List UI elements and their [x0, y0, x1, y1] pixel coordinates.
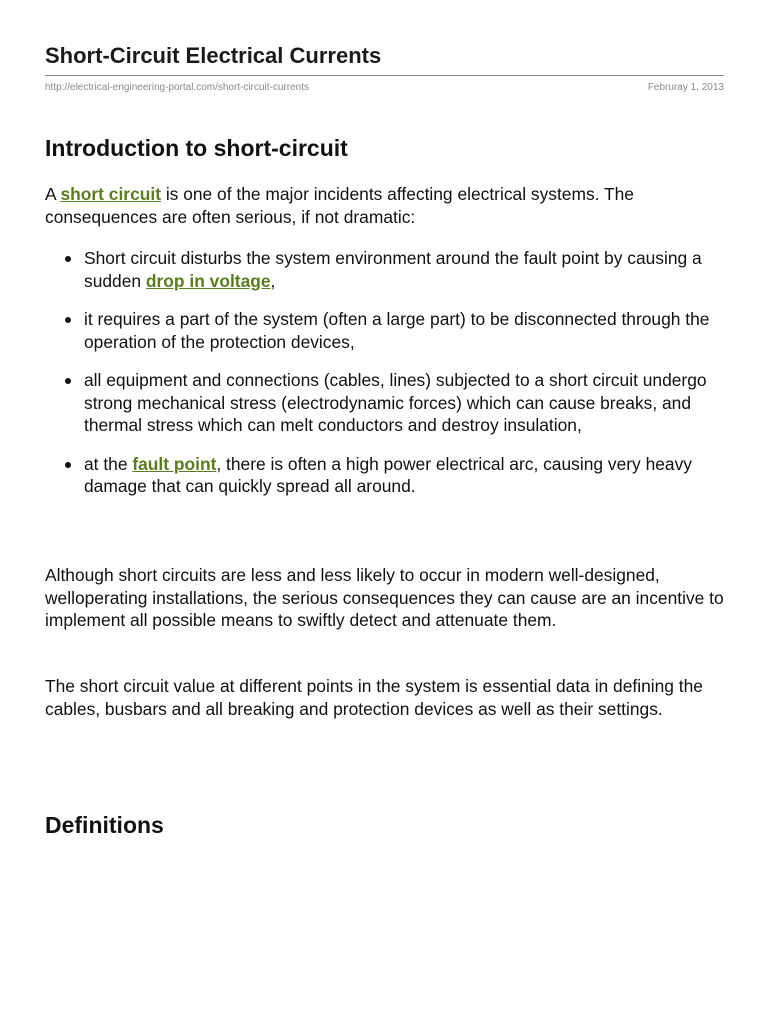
list-item — [45, 308, 724, 353]
detection-paragraph: Although short circuits are less and less likely to occur in modern well-designed, welloperating installations, the serious consequences they can cause are an incentive to implement all possible means to swiftly detect and attenuate them. — [45, 565, 724, 630]
bullet-icon — [65, 256, 71, 262]
list-item-text-before: Short circuit disturbs the system environment around the fault point by causing a sudden — [84, 248, 702, 291]
short-circuit-link[interactable]: short circuit — [60, 184, 161, 204]
bullet-icon — [65, 317, 71, 323]
short-circuit-value-paragraph: The short circuit value at different points in the system is essential data in defining the cables, busbars and all breaking and protection devices as well as their settings. — [45, 676, 703, 719]
bullet-icon — [65, 378, 71, 384]
definitions-heading: Definitions — [45, 812, 164, 838]
list-item-text: it requires a part of the system (often a large part) to be disconnected through the operation of the protection devices, — [84, 309, 710, 352]
consequences-list — [45, 247, 724, 514]
intro-text-after: is one of the major incidents affecting electrical systems. The consequences are often serious, if not dramatic: — [45, 184, 634, 227]
intro-text-before: A — [45, 184, 61, 204]
list-item — [45, 369, 724, 437]
list-item-text: all equipment and connections (cables, lines) subjected to a short circuit undergo strong mechanical stress (electrodynamic forces) which can cause breaks, and thermal stress which can melt conductors and destroy insulation, — [84, 370, 707, 435]
list-item-text-before: at the — [84, 453, 133, 474]
list-item-text-after: , — [270, 270, 276, 291]
source-url: http://electrical-engineering-portal.com/short-circuit-currents — [45, 82, 309, 93]
publish-date: Februray 1, 2013 — [647, 82, 724, 93]
list-item — [45, 247, 724, 292]
list-item — [45, 453, 724, 498]
intro-paragraph — [45, 183, 724, 228]
intro-heading: Introduction to short-circuit — [45, 135, 348, 161]
document-title: Short-Circuit Electrical Currents — [45, 43, 382, 68]
title-divider — [45, 75, 724, 76]
fault-point-link[interactable]: fault point — [132, 453, 217, 474]
list-item-text-after: , there is often a high power electrical arc, causing very heavy damage that can quickly spread all around. — [84, 453, 692, 496]
bullet-icon — [65, 462, 71, 468]
drop-in-voltage-link[interactable]: drop in voltage — [145, 270, 271, 291]
